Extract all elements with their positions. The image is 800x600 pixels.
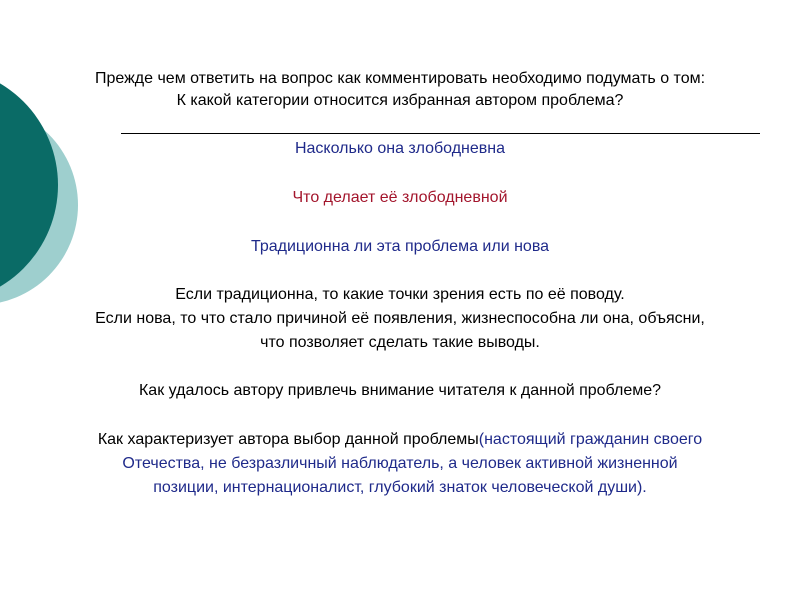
paragraph-2: Как удалось автору привлечь внимание читателя к данной проблеме? xyxy=(138,382,662,399)
paragraph-1-line-3: что позволяет сделать такие выводы. xyxy=(260,334,540,351)
paragraph-3-line-2: Отечества, не безразличный наблюдатель, а человек активной жизненной xyxy=(122,455,678,472)
question-relevance: Насколько она злободневна xyxy=(294,140,506,157)
intro-line-1: Прежде чем ответить на вопрос как комментировать необходимо подумать о том: xyxy=(94,70,706,87)
paragraph-1-line-1: Если традиционна, то какие точки зрения есть по её поводу. xyxy=(175,286,625,303)
paragraph-3-line-1 xyxy=(0,430,800,450)
separator-line xyxy=(121,133,760,134)
question-what-makes-relevant: Что делает её злободневной xyxy=(292,189,508,206)
paragraph-3-highlight-start: (настоящий гражданин своего xyxy=(478,431,703,448)
paragraph-3-lead-text: Как характеризует автора выбор данной проблемы xyxy=(97,431,479,448)
paragraph-1-line-2: Если нова, то что стало причиной её появления, жизнеспособна ли она, объясни, xyxy=(95,310,705,327)
paragraph-3-line-3: позиции, интернационалист, глубокий знаток человеческой души). xyxy=(153,479,647,496)
intro-line-2: К какой категории относится избранная автором проблема? xyxy=(176,92,624,109)
question-traditional-or-new: Традиционна ли эта проблема или нова xyxy=(250,238,550,255)
